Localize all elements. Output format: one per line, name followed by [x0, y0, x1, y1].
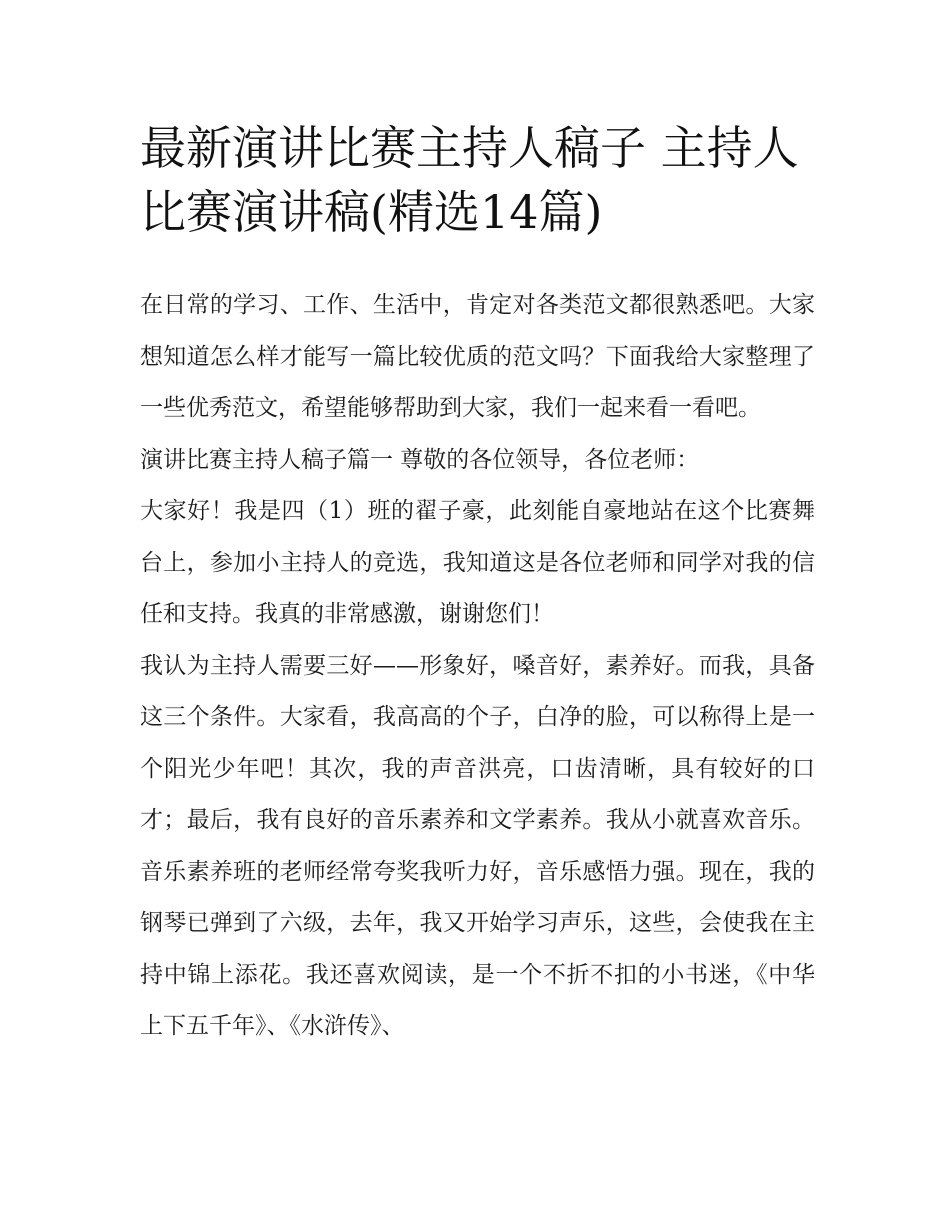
- paragraph-qualifications: 我认为主持人需要三好——形象好，嗓音好，素养好。而我，具备这三个条件。大家看，我高高的个子，白净的脸，可以称得上是一个阳光少年吧！其次，我的声音洪亮，口齿清晰，具有较好的口才；最后，我有良好的音乐素养和文学素养。我从小就喜欢音乐。音乐素养班的老师经常夸奖我听力好，音乐感悟力强。现在，我的钢琴已弹到了六级，去年，我又开始学习声乐，这些，会使我在主持中锦上添花。我还喜欢阅读，是一个不折不扣的小书迷，《中华上下五千年》、《水浒传》、: [140, 652, 815, 1039]
- paragraph-intro: 在日常的学习、工作、生活中，肯定对各类范文都很熟悉吧。大家想知道怎么样才能写一篇比较优质的范文吗？下面我给大家整理了一些优秀范文，希望能够帮助到大家，我们一起来看一看吧。: [140, 292, 815, 421]
- paragraph-greeting: 演讲比赛主持人稿子篇一 尊敬的各位领导，各位老师：: [140, 446, 700, 473]
- paragraph-self-introduction: 大家好！我是四（1）班的翟子豪，此刻能自豪地站在这个比赛舞台上，参加小主持人的竞选，我知道这是各位老师和同学对我的信任和支持。我真的非常感激，谢谢您们！: [140, 498, 815, 627]
- document-title: 最新演讲比赛主持人稿子 主持人比赛演讲稿(精选14篇): [140, 121, 799, 239]
- document-body: [140, 280, 815, 1053]
